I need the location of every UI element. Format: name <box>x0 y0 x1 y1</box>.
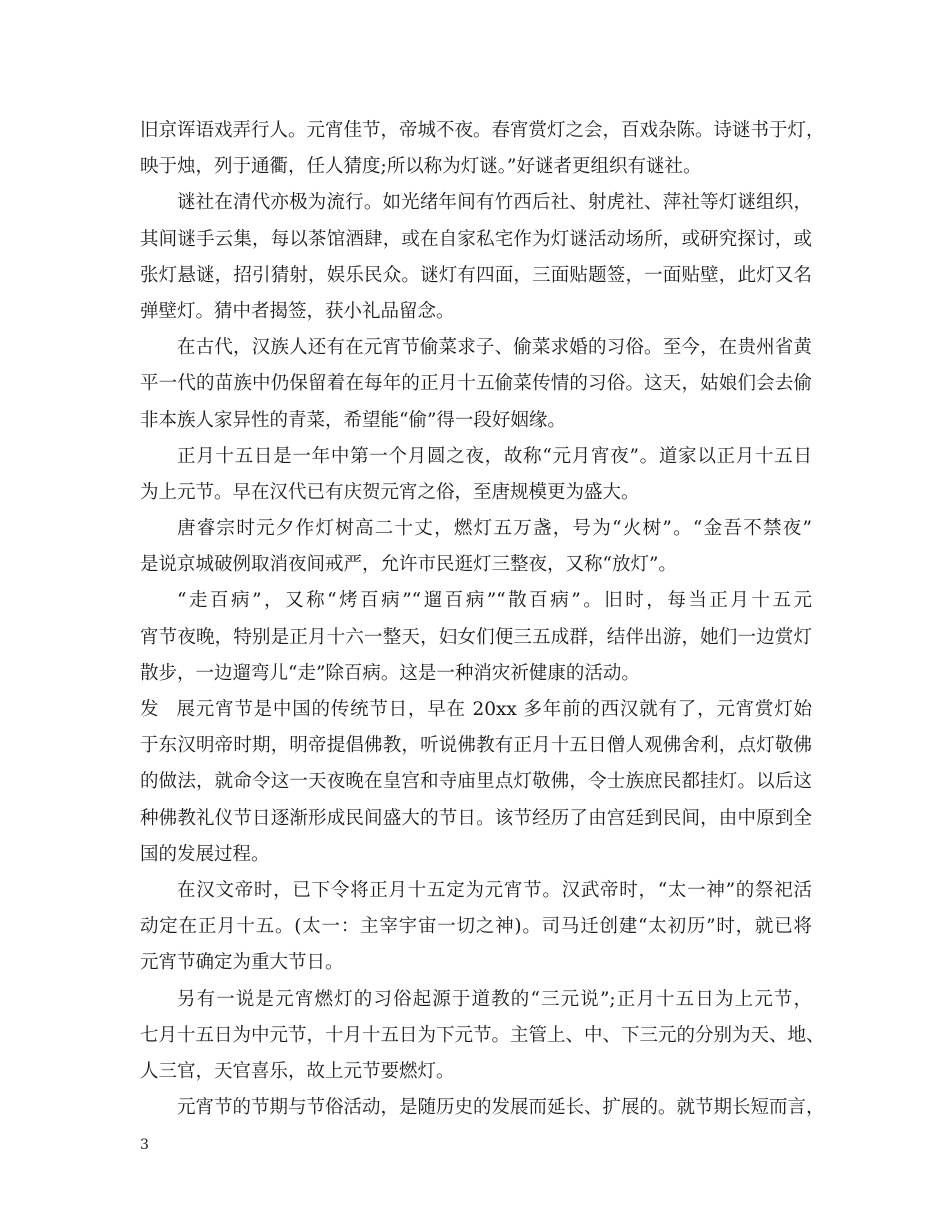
text-line: 元宵节是中国的传统节日，早在 20xx 多年前的西汉就有了，元宵赏灯始 <box>195 699 812 720</box>
section-line <box>140 692 812 728</box>
text-line: 散步，一边遛弯儿“走”除百病。这是一种消灾祈健康的活动。 <box>140 662 640 684</box>
text-line: 张灯悬谜，招引猜射，娱乐民众。谜灯有四面，三面贴题签，一面贴壁，此灯又名 <box>140 264 812 286</box>
text-line: 种佛教礼仪节日逐渐形成民间盛大的节日。该节经历了由宫廷到民间，由中原到全 <box>140 807 812 829</box>
text-line: 旧京诨语戏弄行人。元宵佳节，帝城不夜。春宵赏灯之会，百戏杂陈。诗谜书于灯， <box>140 120 825 141</box>
text-line: 是说京城破例取消夜间戒严，允许市民逛灯三整夜，又称“放灯”。 <box>140 554 677 576</box>
text-line: 弹壁灯。猜中者揭签，获小礼品留念。 <box>140 300 455 322</box>
text-line: 平一代的苗族中仍保留着在每年的正月十五偷菜传情的习俗。这天，姑娘们会去偷 <box>140 373 812 395</box>
document-body <box>140 113 825 1126</box>
text-line: 在汉文帝时，已下令将正月十五定为元宵节。汉武帝时，“太一神”的祭祀活 <box>177 879 812 901</box>
text-line: 元宵节的节期与节俗活动，是随历史的发展而延长、扩展的。就节期长短而言， <box>177 1097 825 1119</box>
text-line: 唐睿宗时元夕作灯树高二十丈，燃灯五万盏，号为“火树”。“金吾不禁夜” <box>177 518 812 540</box>
text-line: 元宵节确定为重大节日。 <box>140 952 344 974</box>
text-line: 宵节夜晚，特别是正月十六一整天，妇女们便三五成群，结伴出游，她们一边赏灯 <box>140 626 812 648</box>
text-line: 动定在正月十五。(太一：主宰宇宙一切之神)。司马迁创建“太初历”时，就已将 <box>140 916 812 938</box>
text-line: 非本族人家异性的青菜，希望能“偷”得一段好姻缘。 <box>140 409 566 431</box>
text-line: 映于烛，列于通衢，任人猜度;所以称为灯谜。”好谜者更组织有谜社。 <box>140 156 702 178</box>
text-line: 正月十五日是一年中第一个月圆之夜，故称“元月宵夜”。道家以正月十五日 <box>177 445 812 467</box>
text-line: 为上元节。早在汉代已有庆贺元宵之俗，至唐规模更为盛大。 <box>140 481 640 503</box>
section-heading: 发展 <box>140 699 195 720</box>
text-line: 在古代，汉族人还有在元宵节偷菜求子、偷菜求婚的习俗。至今，在贵州省黄 <box>177 337 812 359</box>
text-line: 谜社在清代亦极为流行。如光绪年间有竹西后社、射虎社、萍社等灯谜组织， <box>177 192 812 214</box>
text-line: 国的发展过程。 <box>140 843 270 865</box>
page-number: 3 <box>140 1137 149 1153</box>
text-line: 人三官，天官喜乐，故上元节要燃灯。 <box>140 1060 455 1082</box>
text-line: 于东汉明帝时期，明帝提倡佛教，听说佛教有正月十五日僧人观佛舍利，点灯敬佛 <box>140 735 812 757</box>
text-line: “走百病”，又称“烤百病”“遛百病”“散百病”。旧时，每当正月十五元 <box>177 590 812 612</box>
text-line: 七月十五日为中元节，十月十五日为下元节。主管上、中、下三元的分别为天、地、 <box>140 1024 825 1046</box>
text-line: 另有一说是元宵燃灯的习俗起源于道教的“三元说”;正月十五日为上元节， <box>177 988 812 1010</box>
text-line: 其间谜手云集，每以茶馆酒肆，或在自家私宅作为灯谜活动场所，或研究探讨，或 <box>140 228 812 250</box>
text-line: 的做法，就命令这一天夜晚在皇宫和寺庙里点灯敬佛，令士族庶民都挂灯。以后这 <box>140 771 812 793</box>
